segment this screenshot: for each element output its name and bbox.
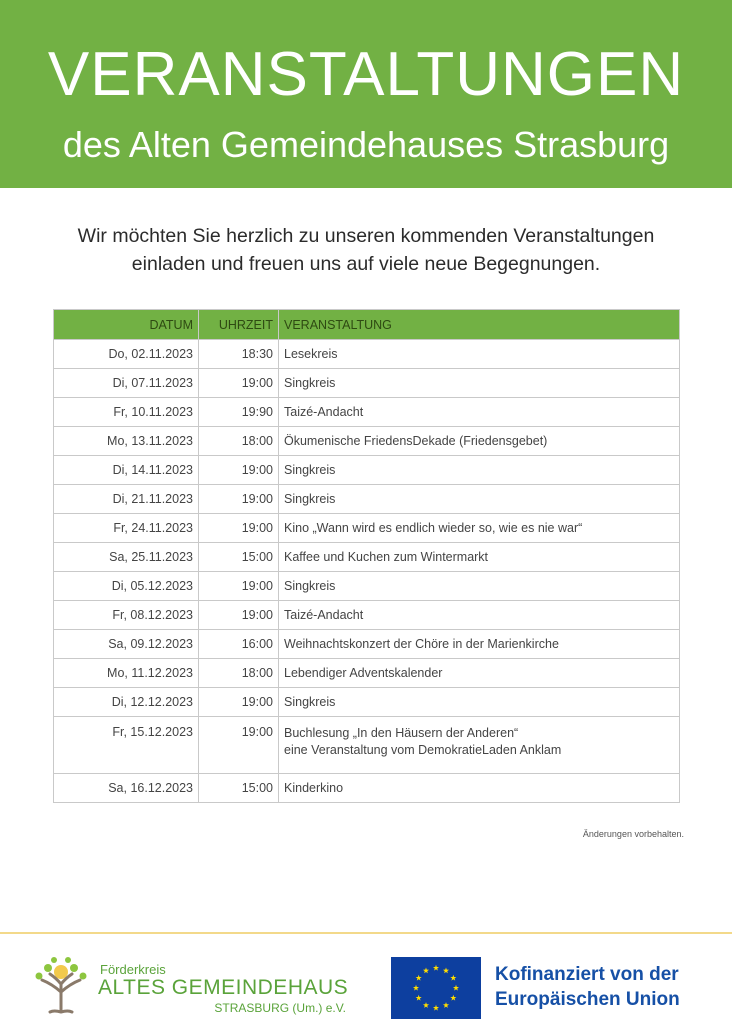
- page-title: VERANSTALTUNGEN: [47, 40, 685, 109]
- event-date: Di, 05.12.2023: [54, 572, 199, 601]
- org-label-small: Förderkreis: [100, 962, 166, 977]
- org-label-big: ALTES GEMEINDEHAUS: [98, 976, 349, 999]
- events-table: [53, 309, 680, 803]
- event-title: Taizé-Andacht: [279, 398, 680, 427]
- event-title: Singkreis: [279, 456, 680, 485]
- page-subtitle: des Alten Gemeindehauses Strasburg: [62, 124, 670, 165]
- event-title: Kinderkino: [279, 774, 680, 803]
- event-time: 15:00: [199, 543, 279, 572]
- intro-line-2: einladen und freuen uns auf viele neue Begegnungen.: [131, 253, 601, 275]
- event-title: Lesekreis: [279, 340, 680, 369]
- header-date: DATUM: [54, 310, 199, 340]
- event-time: 18:00: [199, 659, 279, 688]
- event-title: Kaffee und Kuchen zum Wintermarkt: [279, 543, 680, 572]
- eu-funding-text: [495, 962, 680, 1012]
- event-date: Mo, 13.11.2023: [54, 427, 199, 456]
- table-row: [54, 456, 680, 485]
- header-banner: [0, 0, 732, 188]
- table-row: [54, 543, 680, 572]
- intro-text: [20, 222, 712, 278]
- table-row: [54, 369, 680, 398]
- changes-note: Änderungen vorbehalten.: [582, 829, 684, 839]
- table-row: [54, 427, 680, 456]
- eu-flag-icon: [391, 957, 481, 1019]
- event-title-line-1: Buchlesung „In den Häusern der Anderen“: [284, 726, 519, 740]
- event-time: 19:00: [199, 485, 279, 514]
- table-row: [54, 340, 680, 369]
- table-row: [54, 630, 680, 659]
- event-time: 18:00: [199, 427, 279, 456]
- event-date: Sa, 09.12.2023: [54, 630, 199, 659]
- table-row: [54, 774, 680, 803]
- footer-divider: [0, 932, 732, 934]
- event-title: Weihnachtskonzert der Chöre in der Marienkirche: [279, 630, 680, 659]
- event-title: Ökumenische FriedensDekade (Friedensgebet): [279, 427, 680, 456]
- table-row: [54, 572, 680, 601]
- event-title: Singkreis: [279, 369, 680, 398]
- event-title: Kino „Wann wird es endlich wieder so, wie es nie war“: [279, 514, 680, 543]
- event-time: 19:90: [199, 398, 279, 427]
- table-row: [54, 514, 680, 543]
- table-row: [54, 485, 680, 514]
- event-title: Taizé-Andacht: [279, 601, 680, 630]
- tree-icon: [30, 954, 92, 1014]
- event-date: Sa, 16.12.2023: [54, 774, 199, 803]
- event-time: 19:00: [199, 717, 279, 774]
- header-time: UHRZEIT: [199, 310, 279, 340]
- event-date: Di, 14.11.2023: [54, 456, 199, 485]
- event-time: 19:00: [199, 514, 279, 543]
- table-row: [54, 659, 680, 688]
- event-time: 15:00: [199, 774, 279, 803]
- eu-text-line-1: Kofinanziert von der: [495, 964, 679, 985]
- event-date: Mo, 11.12.2023: [54, 659, 199, 688]
- event-title: Singkreis: [279, 688, 680, 717]
- event-date: Di, 12.12.2023: [54, 688, 199, 717]
- event-title: [279, 717, 680, 774]
- event-date: Fr, 10.11.2023: [54, 398, 199, 427]
- header-event: VERANSTALTUNG: [279, 310, 680, 340]
- event-time: 19:00: [199, 572, 279, 601]
- event-date: Fr, 15.12.2023: [54, 717, 199, 774]
- event-title: Singkreis: [279, 572, 680, 601]
- event-date: Di, 07.11.2023: [54, 369, 199, 398]
- table-row: [54, 688, 680, 717]
- table-row: [54, 398, 680, 427]
- event-date: Fr, 24.11.2023: [54, 514, 199, 543]
- event-time: 19:00: [199, 369, 279, 398]
- event-time: 19:00: [199, 688, 279, 717]
- event-date: Do, 02.11.2023: [54, 340, 199, 369]
- eu-text-line-2: Europäischen Union: [495, 989, 680, 1010]
- event-time: 19:00: [199, 601, 279, 630]
- event-time: 16:00: [199, 630, 279, 659]
- event-title-line-2: eine Veranstaltung vom DemokratieLaden Anklam: [284, 743, 562, 757]
- intro-line-1: Wir möchten Sie herzlich zu unseren kommenden Veranstaltungen: [77, 225, 655, 247]
- table-row: [54, 601, 680, 630]
- event-time: 19:00: [199, 456, 279, 485]
- event-date: Di, 21.11.2023: [54, 485, 199, 514]
- event-date: Sa, 25.11.2023: [54, 543, 199, 572]
- table-row: [54, 717, 680, 774]
- event-title: Singkreis: [279, 485, 680, 514]
- table-header-row: [54, 310, 680, 340]
- event-title: Lebendiger Adventskalender: [279, 659, 680, 688]
- event-time: 18:30: [199, 340, 279, 369]
- organization-logo: [30, 952, 360, 1018]
- event-date: Fr, 08.12.2023: [54, 601, 199, 630]
- org-label-sub: STRASBURG (Um.) e.V.: [214, 1001, 346, 1015]
